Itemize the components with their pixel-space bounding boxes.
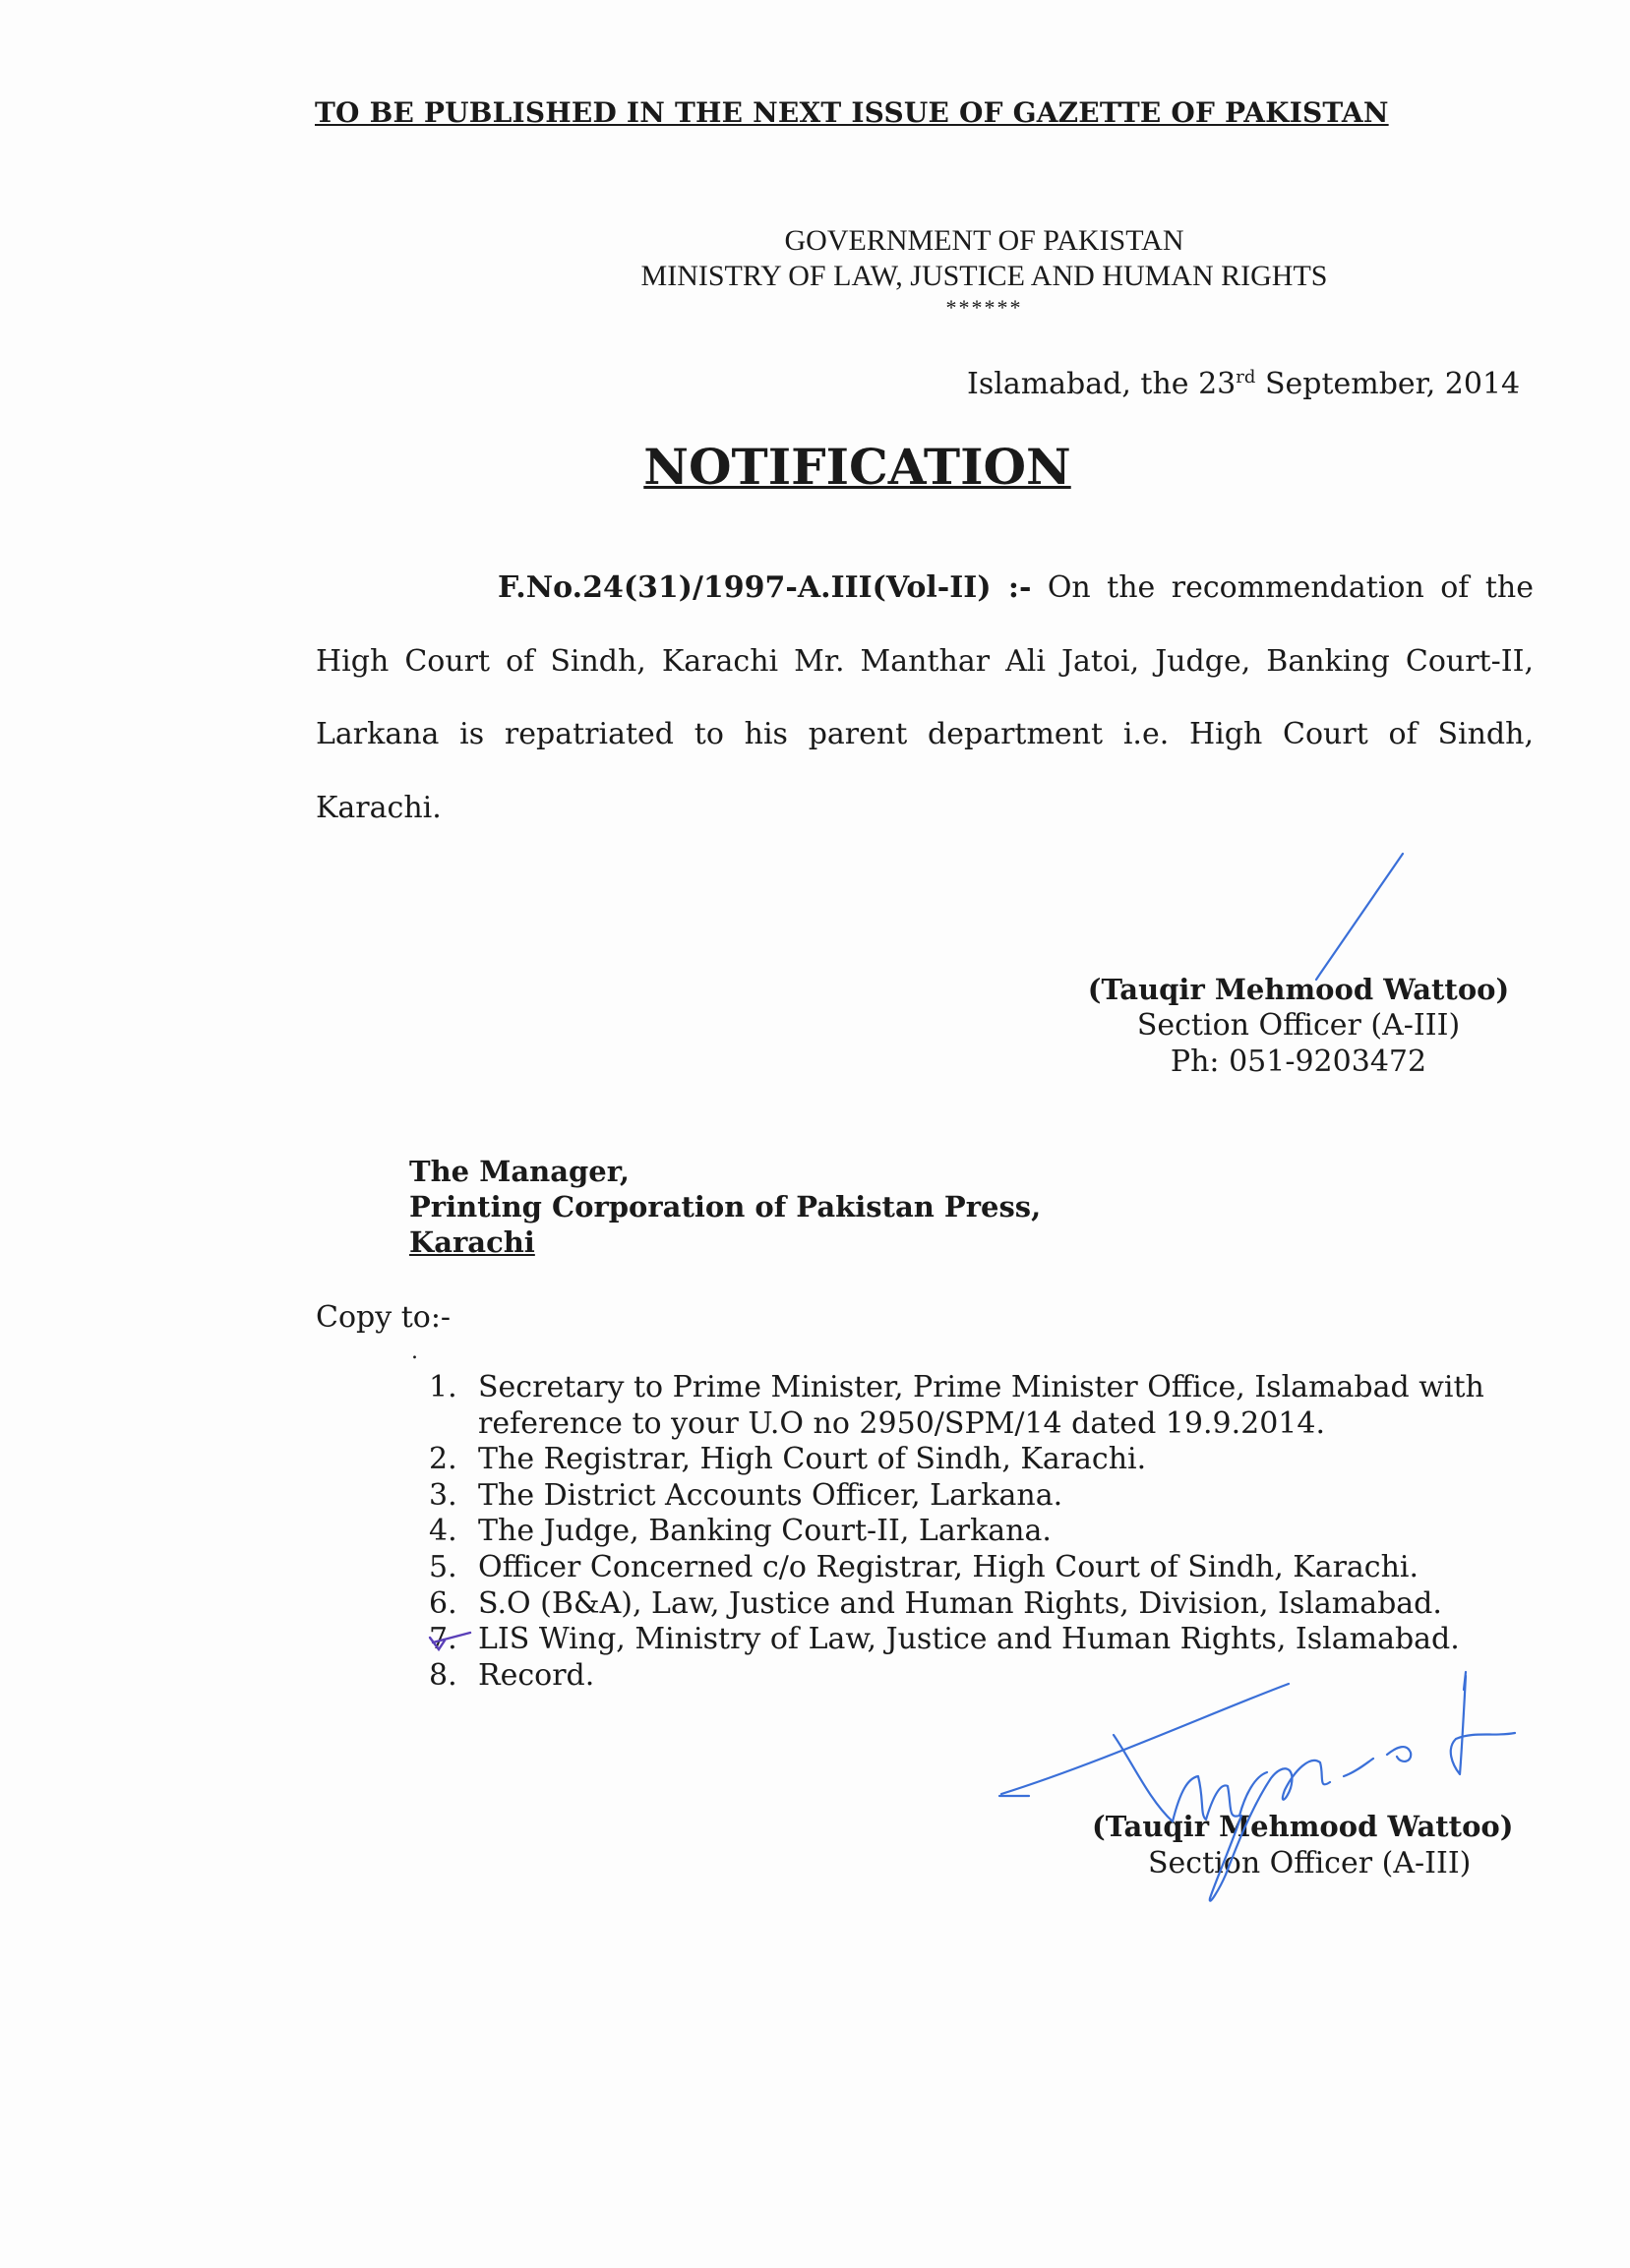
list-item-number: 4. bbox=[429, 1514, 457, 1549]
list-item-number: 1. bbox=[429, 1370, 457, 1404]
signatory-phone: Ph: 051-9203472 bbox=[1170, 1044, 1427, 1079]
list-item bbox=[429, 1550, 1484, 1586]
list-item-text: Record. bbox=[478, 1657, 595, 1693]
file-reference: F.No.24(31)/1997-A.III(Vol-II) :- bbox=[498, 570, 1032, 605]
list-item-text: Officer Concerned c/o Registrar, High Court of Sindh, Karachi. bbox=[478, 1549, 1419, 1584]
list-item bbox=[429, 1586, 1484, 1623]
list-item bbox=[429, 1478, 1484, 1515]
government-heading: GOVERNMENT OF PAKISTAN bbox=[784, 224, 1184, 257]
copy-to-bullet: . bbox=[411, 1340, 418, 1364]
addressee-line-3: Karachi bbox=[409, 1225, 535, 1259]
copy-to-label: Copy to:- bbox=[316, 1300, 452, 1335]
signatory-title: Section Officer (A-III) bbox=[1136, 1008, 1461, 1043]
body-line-1-text: On the recommendation of the bbox=[1047, 570, 1534, 605]
body-line-1 bbox=[498, 570, 1534, 605]
heading-separator: ****** bbox=[945, 295, 1023, 320]
addressee-line-1: The Manager, bbox=[409, 1155, 630, 1188]
list-item bbox=[429, 1442, 1484, 1478]
list-item-number: 8. bbox=[429, 1657, 457, 1693]
list-item-text: The District Accounts Officer, Larkana. bbox=[478, 1477, 1063, 1513]
closing-signatory-name: (Tauqir Mehmood Wattoo) bbox=[1092, 1810, 1514, 1843]
body-line-3: Larkana is repatriated to his parent department i.e. High Court of Sindh, bbox=[316, 717, 1534, 751]
list-item-number: 2. bbox=[429, 1442, 457, 1477]
gazette-notice: TO BE PUBLISHED IN THE NEXT ISSUE OF GAZETTE OF PAKISTAN bbox=[315, 96, 1389, 129]
date-prefix: Islamabad, the 23 bbox=[967, 367, 1237, 401]
body-line-4: Karachi. bbox=[316, 791, 442, 825]
list-item-number: 5. bbox=[429, 1549, 457, 1584]
notification-title: NOTIFICATION bbox=[643, 438, 1071, 496]
list-item-text: LIS Wing, Ministry of Law, Justice and Human Rights, Islamabad. bbox=[478, 1622, 1460, 1657]
list-item-text: S.O (B&A), Law, Justice and Human Rights, Division, Islamabad. bbox=[478, 1585, 1442, 1621]
list-item bbox=[429, 1514, 1484, 1550]
list-item bbox=[429, 1370, 1484, 1442]
list-item bbox=[429, 1658, 1484, 1695]
addressee-line-2: Printing Corporation of Pakistan Press, bbox=[409, 1190, 1042, 1224]
signature-stroke-upper bbox=[1316, 854, 1403, 980]
ministry-heading: MINISTRY OF LAW, JUSTICE AND HUMAN RIGHTS bbox=[640, 260, 1328, 292]
closing-signatory-title: Section Officer (A-III) bbox=[1148, 1846, 1472, 1880]
list-item-number: 7. bbox=[429, 1622, 457, 1657]
copy-to-list bbox=[429, 1370, 1484, 1694]
list-item-text-continued: reference to your U.O no 2950/SPM/14 dated 19.9.2014. bbox=[478, 1405, 1326, 1441]
body-line-2: High Court of Sindh, Karachi Mr. Manthar Ali Jatoi, Judge, Banking Court-II, bbox=[316, 644, 1534, 679]
list-item-text: The Registrar, High Court of Sindh, Karachi. bbox=[478, 1442, 1147, 1477]
date-rest: September, 2014 bbox=[1255, 367, 1521, 401]
list-item-text: The Judge, Banking Court-II, Larkana. bbox=[478, 1514, 1052, 1549]
list-item-text: Secretary to Prime Minister, Prime Minister Office, Islamabad with bbox=[478, 1370, 1484, 1404]
list-item bbox=[429, 1622, 1484, 1658]
list-item-number: 3. bbox=[429, 1477, 457, 1513]
date-line bbox=[967, 367, 1520, 401]
signatory-name: (Tauqir Mehmood Wattoo) bbox=[1087, 973, 1510, 1006]
date-suffix: rd bbox=[1236, 367, 1256, 388]
list-item-number: 6. bbox=[429, 1585, 457, 1621]
